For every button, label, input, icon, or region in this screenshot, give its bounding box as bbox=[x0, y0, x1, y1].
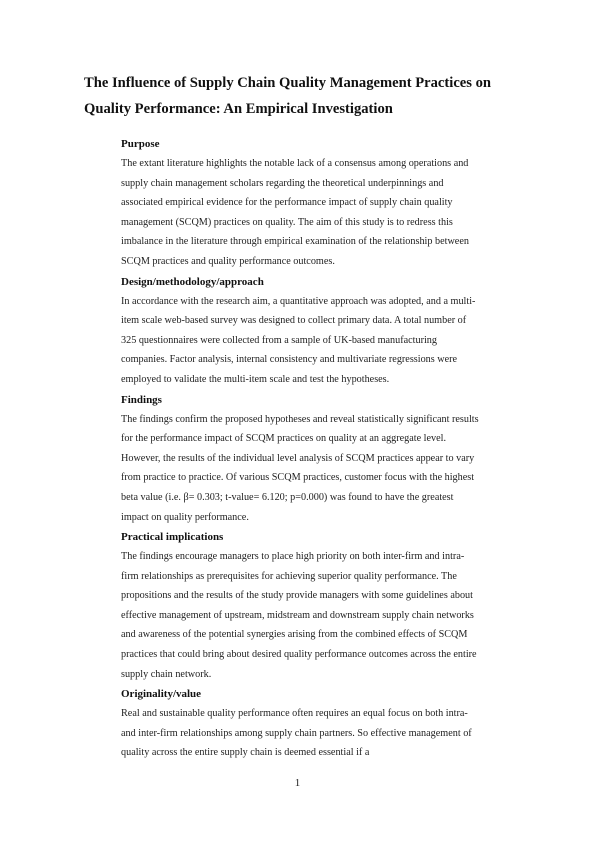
paper-title: The Influence of Supply Chain Quality Management Practices on Quality Performance: An Empirical Investigation bbox=[84, 75, 492, 117]
section-heading: Purpose bbox=[121, 138, 160, 150]
section-heading: Originality/value bbox=[121, 688, 202, 701]
section-practical-implications bbox=[121, 527, 481, 684]
section-heading: Design/methodology/approach bbox=[121, 275, 264, 288]
section-heading: Findings bbox=[121, 393, 162, 406]
section-heading: Practical implications bbox=[121, 531, 224, 544]
section-findings bbox=[121, 390, 481, 528]
section-design-methodology-approach bbox=[121, 272, 481, 390]
section-text: The extant literature highlights the notable lack of a consensus among operations and supply chain management scholars regarding the theoretical underpinnings and associated empirical evidence for the performance impact of supply chain quality management (SCQM) practices on quality. The aim of this study is to redress this imbalance in the literature through empirical examination of the relationship between SCQM practices and quality performance outcomes. bbox=[121, 158, 469, 267]
section-purpose bbox=[121, 134, 481, 272]
structured-abstract bbox=[121, 134, 481, 763]
section-text: The findings encourage managers to place high priority on both inter-firm and intra-firm relationships as prerequisites for achieving superior quality performance. The propositions and the results of the study provide managers with some guidelines about effective management of upstream, midstream and downstream supply chain networks and awareness of the potential synergies arising from the combined effects of SCQM practices that could bring about desired quality performance outcomes across the entire supply chain network. bbox=[121, 551, 477, 680]
section-text: Real and sustainable quality performance often requires an equal focus on both intra- and inter-firm relationships among supply chain partners. So effective management of quality across the entire supply chain is deemed essential if a bbox=[121, 708, 472, 759]
section-text: In accordance with the research aim, a quantitative approach was adopted, and a multi-item scale web-based survey was designed to collect primary data. A total number of 325 questionnaires were collected from a sample of UK-based manufacturing companies. Factor analysis, internal consistency and multivariate regressions were employed to validate the multi-item scale and test the hypotheses. bbox=[121, 295, 476, 385]
section-text: The findings confirm the proposed hypotheses and reveal statistically significant results for the performance impact of SCQM practices on quality at an aggregate level. However, the results of the individual level analysis of SCQM practices appear to vary from practice to practice. Of various SCQM practices, customer focus with the highest beta value (i.e. β= 0.303; t-value= 6.120; p=0.000) was found to have the greatest impact on quality performance. bbox=[121, 413, 479, 523]
page-number: 1 bbox=[294, 777, 301, 789]
section-originality-value bbox=[121, 684, 481, 763]
